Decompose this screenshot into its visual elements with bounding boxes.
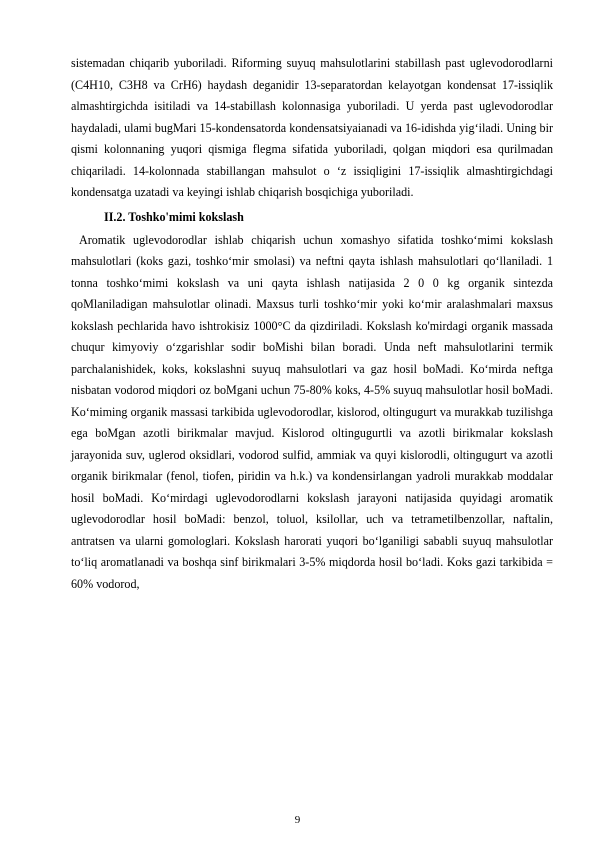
document-page <box>71 53 553 595</box>
body-paragraph: Aromatik uglevodorodlar ishlab chiqarish uchun xomashyo sifatida toshko‘mimi kokslash mahsulotlari (koks gazi, toshko‘mir smolasi) va neftni qayta ishlash mahsulotlari qo‘llaniladi. 1 tonna toshko‘mimi kokslash va uni qayta ishlash natijasida 2 0 0 kg organik sintezda qoMlaniladigan mahsulotlar olinadi. Maxsus turli toshko‘mir yoki ko‘mir aralashmalari maxsus kokslash pechlarida havo ishtrokisiz 1000°C da qizdiriladi. Kokslash ko'mirdagi organik massada chuqur kimyoviy o‘zgarishlar sodir boMishi bilan boradi. Unda neft mahsulotlarini termik parchalanishidek, koks, kokslashni suyuq mahsulotlari va gaz hosil boMadi. Ko‘mirda neftga nisbatan vodorod miqdori oz boMgani uchun 75-80% koks, 4-5% suyuq mahsulotlar hosil boMadi. Ko‘miming organik massasi tarkibida uglevodorodlar, kislorod, oltingugurt va murakkab tuzilishga ega boMgan azotli birikmalar mavjud. Kislorod oltingugurtli va azotli birikmalar kokslash jarayonida suv, uglerod oksidlari, vodorod sulfid, ammiak va quyi kislorodli, oltingugurt va azotli organik birikmalar (fenol, tiofen, piridin va h.k.) va kondensirlangan yadroli murakkab moddalar hosil boMadi. Ko‘mirdagi uglevodorodlarni kokslash jarayoni natijasida quyidagi aromatik uglevodorodlar hosil boMadi: benzol, toluol, ksilollar, uch va tetrametilbenzollar, naftalin, antratsen va ularni gomologlari. Kokslash harorati yuqori bo‘lganiligi sababli suyuq mahsulotlar to‘liq aromatlanadi va boshqa sinf birikmalari 3-5% miqdorda hosil bo‘ladi. Koks gazi tarkibida = 60% vodorod, <box>71 232 553 591</box>
section-heading: II.2. Toshko'mimi kokslash <box>104 209 244 224</box>
body-paragraph: sistemadan chiqarib yuboriladi. Riforming suyuq mahsulotlarini stabillash past uglevodorodlarni (C4H10, C3H8 va CrH6) haydash deganidir 13-separatordan kelayotgan kondensat 17-issiqlik almashtirgichda isitiladi va 14-stabillash kolonnasiga yuboriladi. U yerda past uglevodorodlar haydaladi, ulami bugMari 15-kondensatorda kondensatsiyaianadi va 16-idishda yig‘iladi. Uning bir qismi kolonnaning yuqori qismiga flegma sifatida yuboriladi, qolgan miqdori esa qurilmadan chiqariladi. 14-kolonnada stabillangan mahsulot o ‘z issiqligini 17-issiqlik almashtirgichdagi kondensatga uzatadi va keyingi ishlab chiqarish bosqichiga yuboriladi. <box>71 56 553 199</box>
page-number: 9 <box>294 814 301 826</box>
